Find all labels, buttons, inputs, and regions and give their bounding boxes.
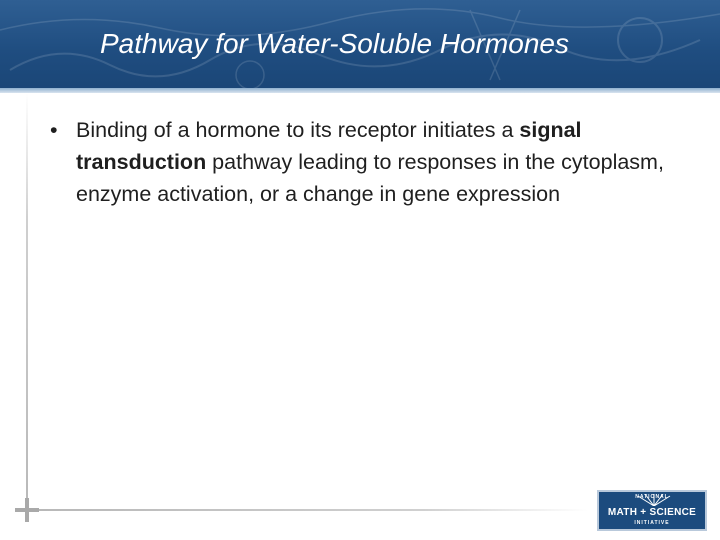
bullet-marker: • — [50, 118, 58, 142]
bullet-text-part: Binding of a hormone to its receptor initiates a — [76, 118, 520, 142]
nms-logo — [597, 490, 707, 531]
slide-title: Pathway for Water-Soluble Hormones — [100, 28, 569, 59]
bullet-item — [48, 114, 698, 210]
slide-header — [0, 0, 720, 93]
bullet-text-bold: signal transduction — [76, 118, 582, 174]
header-divider — [0, 88, 720, 93]
logo-line-2: MATH + SCIENCE — [607, 507, 697, 518]
left-rule — [26, 93, 28, 518]
logo-line-1: NATIONAL — [635, 494, 669, 500]
slide-body — [48, 114, 698, 210]
bottom-rule — [38, 509, 588, 511]
logo-line-3: INITIATIVE — [634, 520, 670, 526]
bullet-text-part: pathway leading to responses in the cytoplasm, enzyme activation, or a change in gene expression — [76, 150, 664, 206]
plus-icon — [15, 498, 39, 522]
